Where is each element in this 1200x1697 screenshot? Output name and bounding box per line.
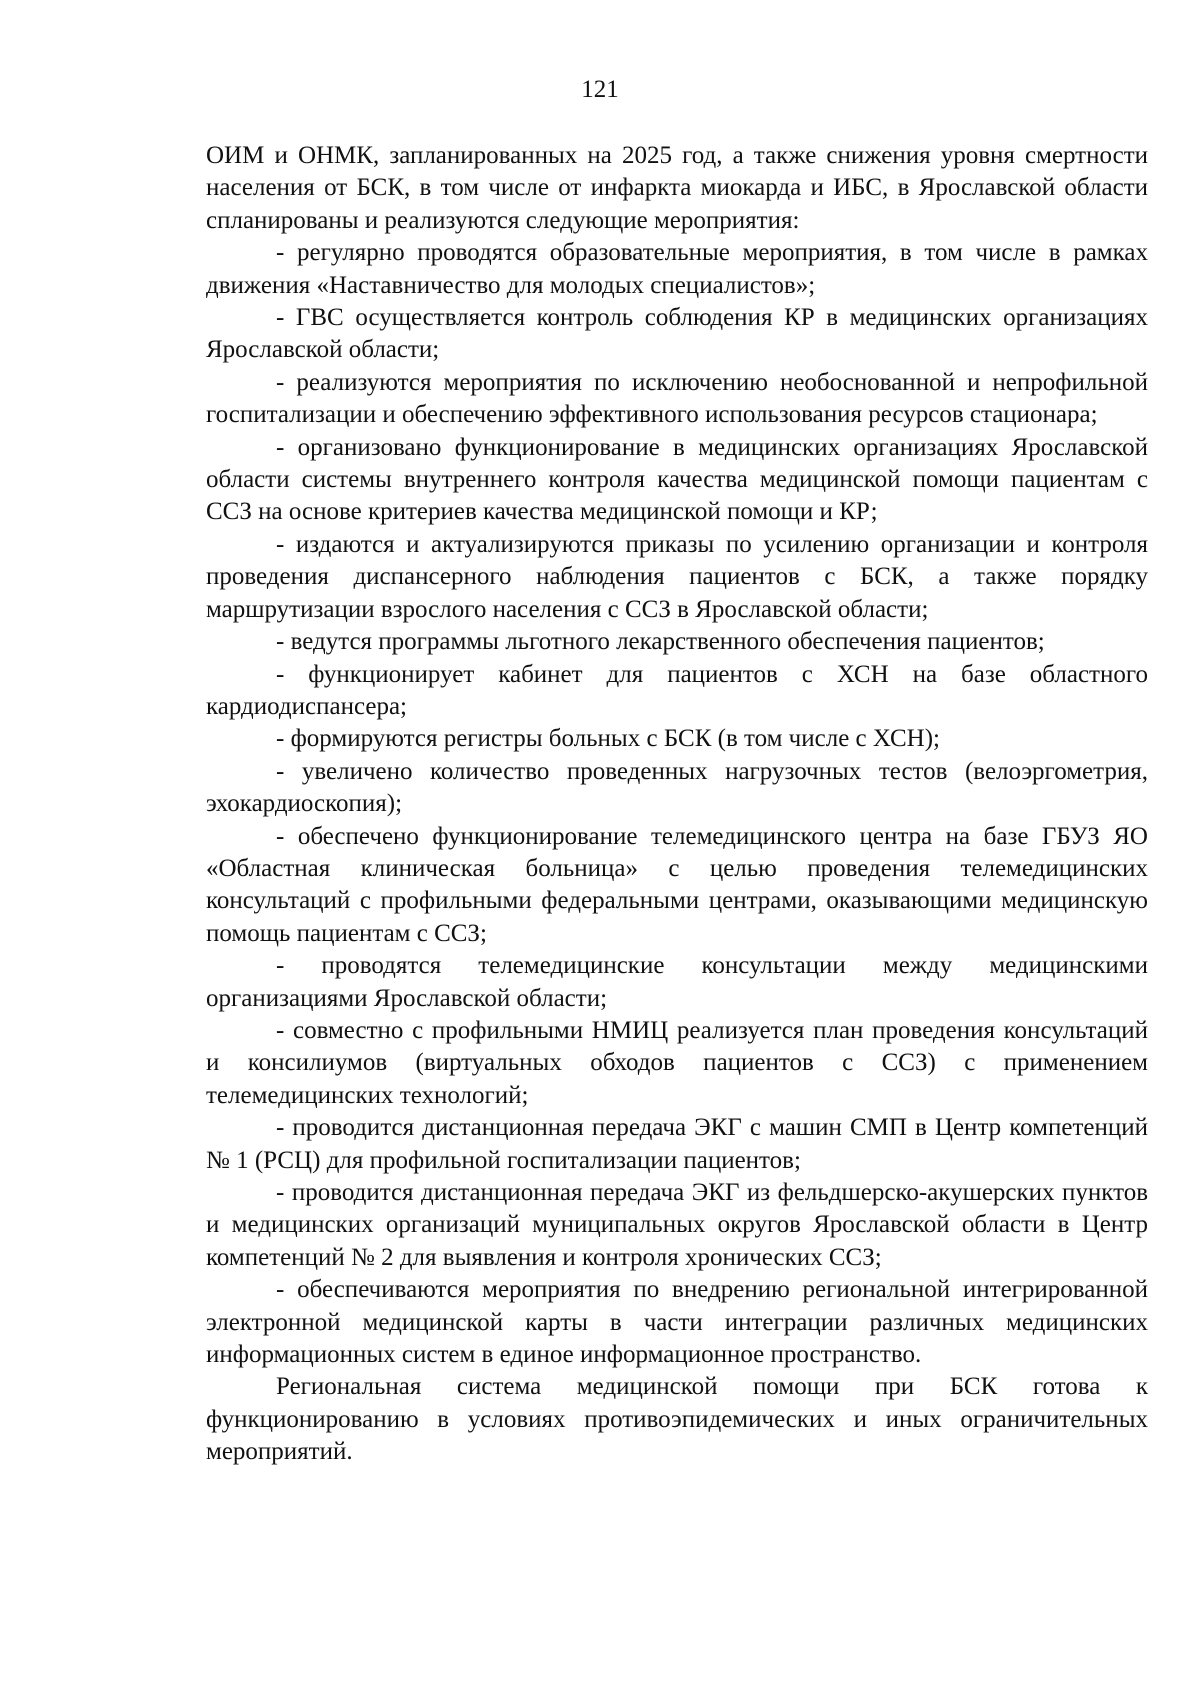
measure-item: - регулярно проводятся образовательные мероприятия, в том числе в рамках движения «Наставничество для молодых специалистов»;	[206, 239, 1148, 299]
measure-item: - проводятся телемедицинские консультации между медицинскими организациями Ярославской области;	[206, 952, 1148, 1012]
conclusion-paragraph: Региональная система медицинской помощи при БСК готова к функционированию в условиях противоэпидемических и иных ограничительных мероприятий.	[206, 1373, 1148, 1466]
measure-item: - обеспечиваются мероприятия по внедрению региональной интегрированной электронной медицинской карты в части интеграции различных медицинских информационных систем в единое информационное пространство.	[206, 1276, 1148, 1369]
measure-item: - издаются и актуализируются приказы по усилению организации и контроля проведения диспансерного наблюдения пациентов с БСК, а также порядку маршрутизации взрослого населения с ССЗ в Ярославской области;	[206, 530, 1148, 623]
measure-item: - проводится дистанционная передача ЭКГ из фельдшерско-акушерских пунктов и медицинских организаций муниципальных округов Ярославской области в Центр компетенций № 2 для выявления и контроля хронических ССЗ;	[206, 1179, 1148, 1271]
measure-item: - организовано функционирование в медицинских организациях Ярославской области системы внутреннего контроля качества медицинской помощи пациентам с ССЗ на основе критериев качества медицинской помощи и КР;	[206, 433, 1148, 526]
measure-item: - обеспечено функционирование телемедицинского центра на базе ГБУЗ ЯО «Областная клиническая больница» с целью проведения телемедицинских консультаций с профильными федеральными центрами, оказывающими медицинскую помощь пациентам с ССЗ;	[206, 822, 1148, 947]
measure-item: - реализуются мероприятия по исключению необоснованной и непрофильной госпитализации и обеспечению эффективного использования ресурсов стационара;	[206, 368, 1148, 429]
measure-item: - ведутся программы льготного лекарственного обеспечения пациентов;	[276, 628, 1045, 656]
measure-item: - функционирует кабинет для пациентов с ХСН на базе областного кардиодиспансера;	[206, 660, 1148, 720]
document-body	[206, 140, 1148, 1469]
measure-item: - увеличено количество проведенных нагрузочных тестов (велоэргометрия, эхокардиоскопия);	[206, 757, 1148, 818]
measure-item: - ГВС осуществляется контроль соблюдения КР в медицинских организациях Ярославской области;	[206, 304, 1148, 364]
measure-item: - формируются регистры больных с БСК (в том числе с ХСН);	[276, 725, 941, 753]
measure-item: - совместно с профильными НМИЦ реализуется план проведения консультаций и консилиумов (виртуальных обходов пациентов с ССЗ) с применением телемедицинских технологий;	[206, 1016, 1148, 1109]
measure-item: - проводится дистанционная передача ЭКГ с машин СМП в Центр компетенций № 1 (РСЦ) для профильной госпитализации пациентов;	[206, 1114, 1148, 1174]
page-number: 121	[581, 76, 619, 103]
intro-paragraph: ОИМ и ОНМК, запланированных на 2025 год, а также снижения уровня смертности населения от БСК, в том числе от инфаркта миокарда и ИБС, в Ярославской области спланированы и реализуются следующие мероприятия:	[206, 142, 1148, 234]
